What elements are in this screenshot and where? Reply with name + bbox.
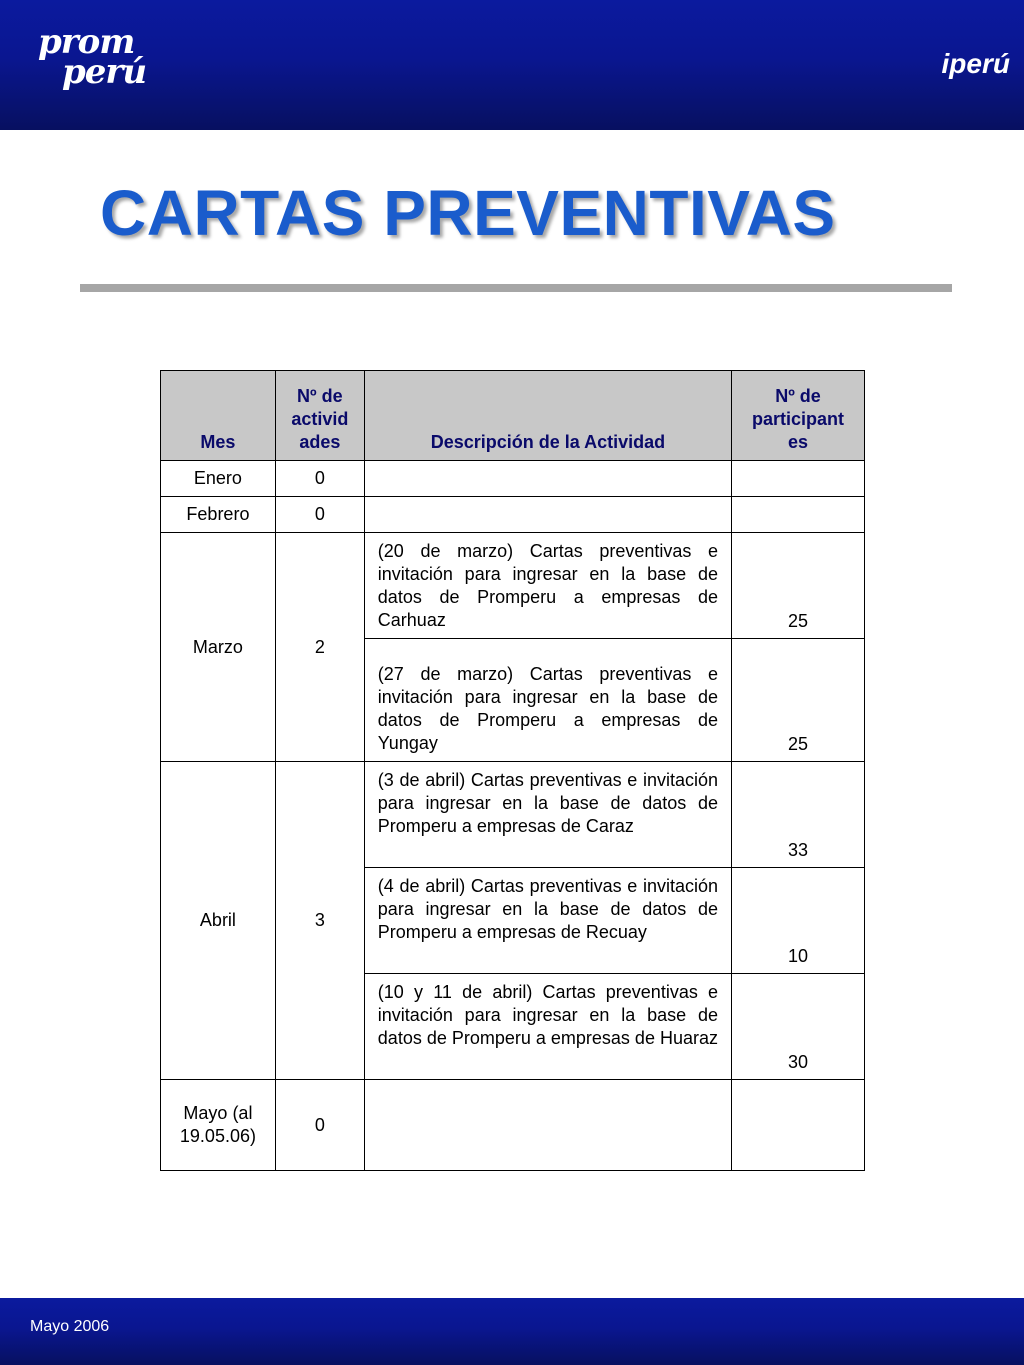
cell-num: 0	[275, 497, 364, 533]
table-row-enero	[161, 461, 865, 497]
header-num-participantes-text: Nº de participantes	[752, 386, 845, 452]
cell-part-empty	[732, 461, 865, 497]
title-divider	[80, 284, 952, 292]
cell-mes: Abril	[161, 762, 276, 1080]
cell-part: 33	[732, 762, 865, 868]
cell-part: 25	[732, 639, 865, 762]
cell-num: 3	[275, 762, 364, 1080]
table-row-febrero	[161, 497, 865, 533]
logo-line-2: perú	[62, 52, 147, 92]
table-row-abril-1	[161, 762, 865, 868]
header-descripcion: Descripción de la Actividad	[364, 371, 731, 461]
activities-table	[160, 370, 865, 1171]
table-row-marzo-1	[161, 533, 865, 639]
cell-part: 30	[732, 974, 865, 1080]
cell-desc: (3 de abril) Cartas preventivas e invitación para ingresar en la base de datos de Promperu a empresas de Caraz	[364, 762, 731, 868]
cell-mes: Mayo (al 19.05.06)	[161, 1080, 276, 1171]
footer-date: Mayo 2006	[30, 1318, 110, 1335]
table-row-mayo	[161, 1080, 865, 1171]
iperu-brand: iperú	[941, 48, 1010, 79]
cell-num: 0	[275, 1080, 364, 1171]
cell-desc-empty	[364, 1080, 731, 1171]
cell-num: 0	[275, 461, 364, 497]
cell-desc: (4 de abril) Cartas preventivas e invitación para ingresar en la base de datos de Promperu a empresas de Recuay	[364, 868, 731, 974]
cell-mes: Enero	[161, 461, 276, 497]
header-num-actividades-text: Nº de actividades	[291, 386, 349, 452]
page-title: CARTAS PREVENTIVAS	[100, 177, 836, 249]
cell-desc-empty	[364, 497, 731, 533]
header-num-actividades	[275, 371, 364, 461]
cell-mes: Marzo	[161, 533, 276, 762]
cell-desc: (27 de marzo) Cartas preventivas e invitación para ingresar en la base de datos de Promperu a empresas de Yungay	[364, 639, 731, 762]
cell-part: 10	[732, 868, 865, 974]
footer-bar	[0, 1298, 1024, 1365]
cell-desc-empty	[364, 461, 731, 497]
logo-line-1: prom	[38, 22, 135, 62]
cell-part-empty	[732, 1080, 865, 1171]
header-num-participantes	[732, 371, 865, 461]
table-header-row	[161, 371, 865, 461]
header-mes: Mes	[161, 371, 276, 461]
cell-desc: (10 y 11 de abril) Cartas preventivas e invitación para ingresar en la base de datos de Promperu a empresas de Huaraz	[364, 974, 731, 1080]
header-bar	[0, 0, 1024, 130]
cell-desc: (20 de marzo) Cartas preventivas e invitación para ingresar en la base de datos de Promperu a empresas de Carhuaz	[364, 533, 731, 639]
cell-mes: Febrero	[161, 497, 276, 533]
cell-part-empty	[732, 497, 865, 533]
cell-num: 2	[275, 533, 364, 762]
cell-part: 25	[732, 533, 865, 639]
